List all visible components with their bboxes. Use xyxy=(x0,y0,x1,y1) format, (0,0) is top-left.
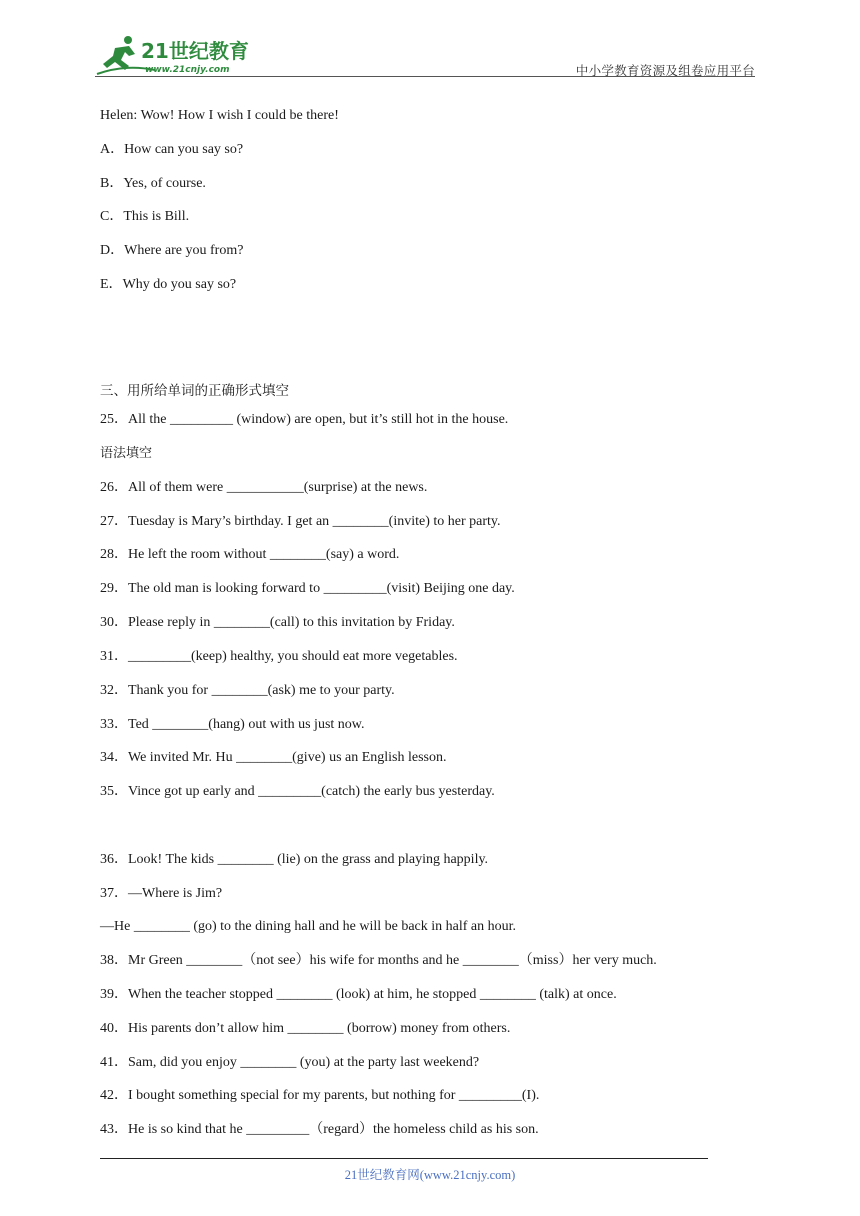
footer-text[interactable]: 21世纪教育网(www.21cnjy.com) xyxy=(344,1168,516,1182)
question-37-reply: —He ________ (go) to the dining hall and he will be back in half an hour. xyxy=(100,919,517,934)
logo-text: 21世纪教育 xyxy=(141,39,249,63)
question-37: 37．—Where is Jim? xyxy=(100,886,223,901)
option-c: C．This is Bill. xyxy=(100,209,190,224)
question-30: 30．Please reply in ________(call) to this invitation by Friday. xyxy=(100,615,455,630)
option-e: E．Why do you say so? xyxy=(100,277,237,292)
page-header xyxy=(95,34,755,78)
logo-url: www.21cnjy.com xyxy=(145,65,230,75)
option-d: D．Where are you from? xyxy=(100,243,244,258)
question-40: 40．His parents don’t allow him ________ (borrow) money from others. xyxy=(100,1021,511,1036)
question-34: 34．We invited Mr. Hu ________(give) us an English lesson. xyxy=(100,750,447,765)
question-26: 26．All of them were ___________(surprise) at the news. xyxy=(100,480,428,495)
footer-divider xyxy=(100,1158,708,1159)
question-31: 31．_________(keep) healthy, you should eat more vegetables. xyxy=(100,649,458,664)
question-33: 33．Ted ________(hang) out with us just now. xyxy=(100,717,365,732)
question-41: 41．Sam, did you enjoy ________ (you) at the party last weekend? xyxy=(100,1055,480,1070)
question-28: 28．He left the room without ________(say) a word. xyxy=(100,547,400,562)
question-43: 43．He is so kind that he _________（regard）the homeless child as his son. xyxy=(100,1122,539,1137)
dialogue-line: Helen: Wow! How I wish I could be there! xyxy=(100,108,339,123)
question-36: 36．Look! The kids ________ (lie) on the grass and playing happily. xyxy=(100,852,489,867)
question-32: 32．Thank you for ________(ask) me to your party. xyxy=(100,683,395,698)
question-42: 42．I bought something special for my parents, but nothing for _________(I). xyxy=(100,1088,540,1103)
section-title: 三、用所给单词的正确形式填空 xyxy=(100,383,289,399)
question-25: 25．All the _________ (window) are open, but it’s still hot in the house. xyxy=(100,412,509,427)
option-a: A．How can you say so? xyxy=(100,142,244,157)
question-27: 27．Tuesday is Mary’s birthday. I get an ________(invite) to her party. xyxy=(100,514,501,529)
platform-label: 中小学教育资源及组卷应用平台 xyxy=(575,63,755,78)
question-39: 39．When the teacher stopped ________ (look) at him, he stopped ________ (talk) at once. xyxy=(100,987,617,1002)
header-divider xyxy=(95,76,755,77)
question-38: 38．Mr Green ________（not see）his wife for months and he ________（miss）her very much. xyxy=(100,953,657,968)
logo xyxy=(95,34,265,76)
option-b: B．Yes, of course. xyxy=(100,176,206,191)
question-29: 29．The old man is looking forward to _________(visit) Beijing one day. xyxy=(100,581,515,596)
question-35: 35．Vince got up early and _________(catch) the early bus yesterday. xyxy=(100,784,495,799)
grammar-heading: 语法填空 xyxy=(100,446,153,461)
